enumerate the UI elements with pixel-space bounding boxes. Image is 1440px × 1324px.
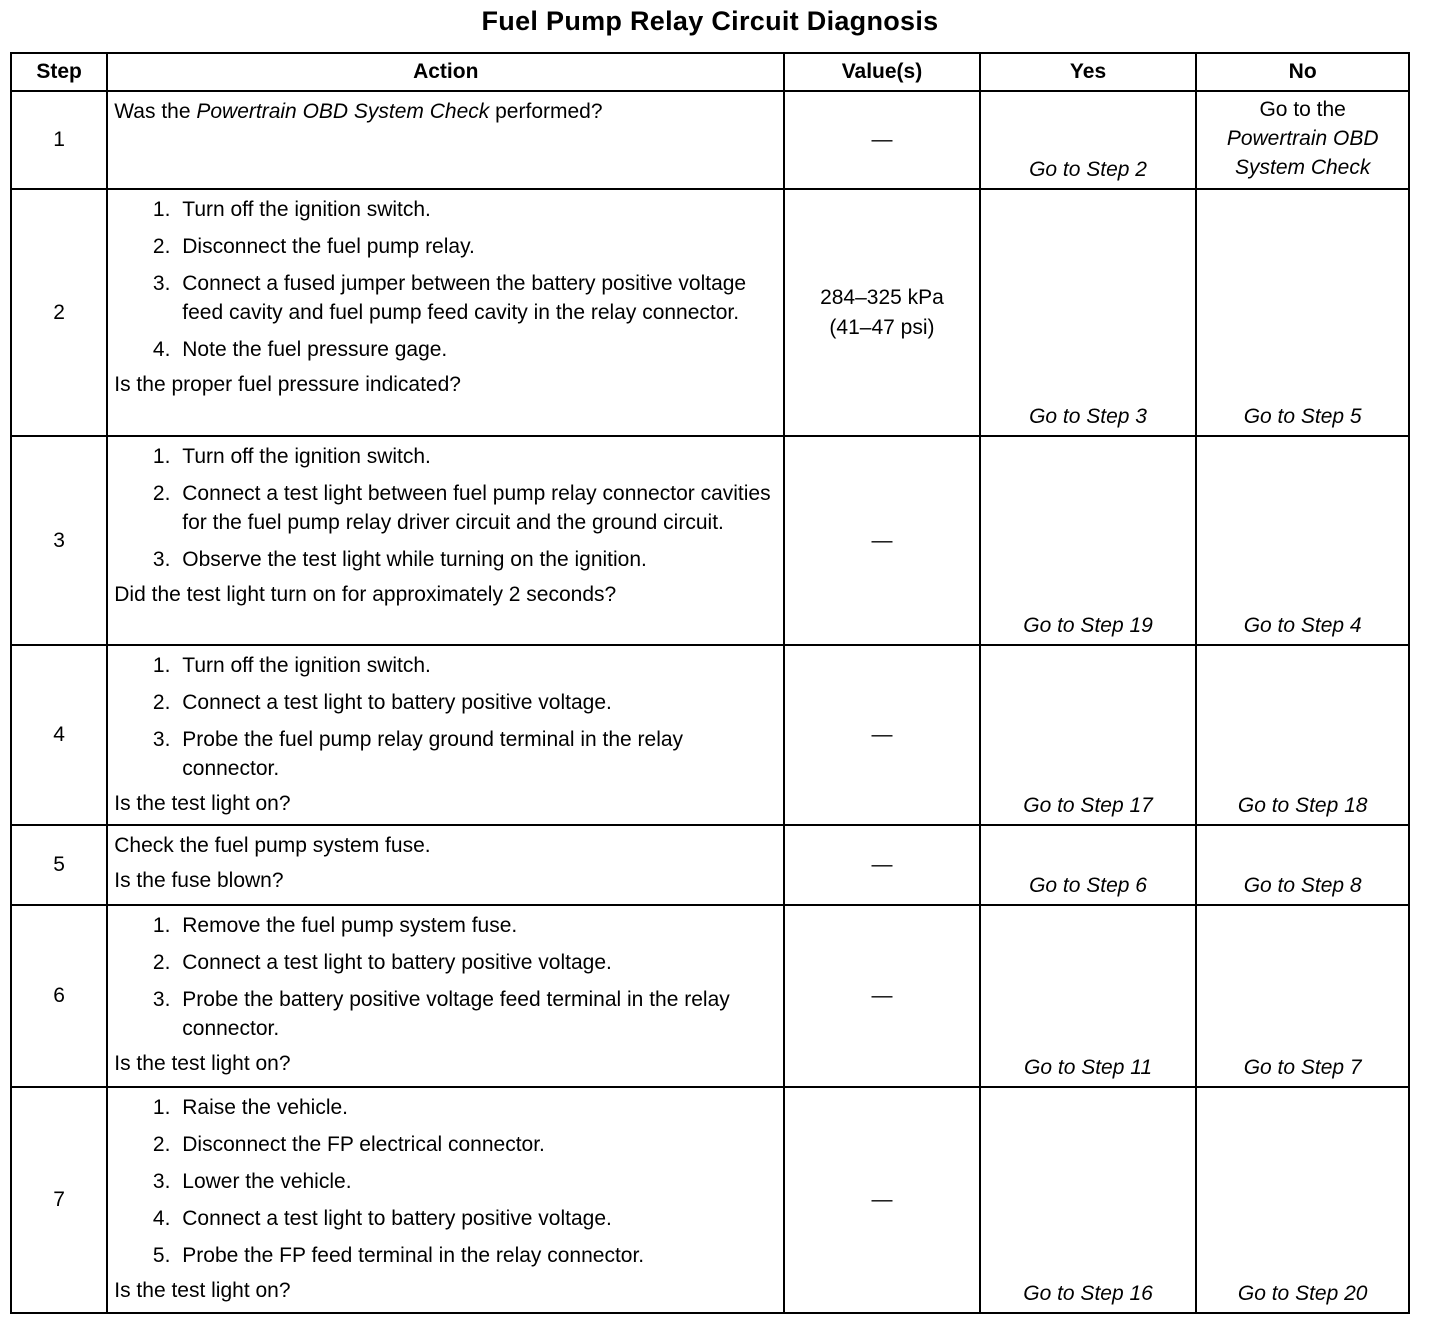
list-item: 1. Turn off the ignition switch. <box>176 195 777 224</box>
yes-cell: Go to Step 17 <box>980 645 1197 825</box>
list-item: 5. Probe the FP feed terminal in the relay connector. <box>176 1241 777 1270</box>
action-question: Is the test light on? <box>114 1052 291 1075</box>
action-question: Is the test light on? <box>114 792 291 815</box>
table-row <box>11 91 1409 189</box>
list-item: 3. Probe the fuel pump relay ground terminal in the relay connector. <box>176 725 777 783</box>
action-list <box>114 195 777 364</box>
no-cell: Go to Step 5 <box>1196 189 1409 436</box>
diagnosis-table <box>10 52 1410 1314</box>
list-item: 3. Observe the test light while turning on the ignition. <box>176 545 777 574</box>
list-item: 1. Turn off the ignition switch. <box>176 442 777 471</box>
list-item: 2. Disconnect the fuel pump relay. <box>176 232 777 261</box>
action-list <box>114 911 777 1043</box>
list-item: 3. Connect a fused jumper between the battery positive voltage feed cavity and fuel pump feed cavity in the relay connector. <box>176 269 777 327</box>
no-cell: Go to Step 4 <box>1196 436 1409 645</box>
step-number: 4 <box>11 645 107 825</box>
no-cell: Go to Step 18 <box>1196 645 1409 825</box>
action-cell <box>107 905 784 1087</box>
action-cell <box>107 436 784 645</box>
yes-cell: Go to Step 11 <box>980 905 1197 1087</box>
action-cell <box>107 91 784 189</box>
list-item: 3. Lower the vehicle. <box>176 1167 777 1196</box>
action-cell <box>107 645 784 825</box>
header-row <box>11 53 1409 91</box>
action-question: Was the Powertrain OBD System Check performed? <box>114 100 603 123</box>
action-list <box>114 651 777 783</box>
action-cell <box>107 1087 784 1313</box>
step-number: 2 <box>11 189 107 436</box>
page-title: Fuel Pump Relay Circuit Diagnosis <box>481 6 939 36</box>
table-row <box>11 905 1409 1087</box>
action-question: Is the fuse blown? <box>114 869 284 892</box>
header-step: Step <box>11 53 107 91</box>
step-number: 3 <box>11 436 107 645</box>
step-number: 5 <box>11 825 107 905</box>
table-row <box>11 825 1409 905</box>
value-cell: — <box>784 825 980 905</box>
action-cell <box>107 825 784 905</box>
value-cell: — <box>784 645 980 825</box>
list-item: 2. Connect a test light between fuel pump relay connector cavities for the fuel pump relay driver circuit and the ground circuit. <box>176 479 777 537</box>
value-cell: — <box>784 91 980 189</box>
step-number: 7 <box>11 1087 107 1313</box>
table-row <box>11 1087 1409 1313</box>
table-row <box>11 189 1409 436</box>
yes-cell: Go to Step 16 <box>980 1087 1197 1313</box>
header-no: No <box>1196 53 1409 91</box>
header-values: Value(s) <box>784 53 980 91</box>
action-cell <box>107 189 784 436</box>
header-yes: Yes <box>980 53 1197 91</box>
value-cell: 284–325 kPa (41–47 psi) <box>784 189 980 436</box>
yes-cell: Go to Step 3 <box>980 189 1197 436</box>
list-item: 1. Raise the vehicle. <box>176 1093 777 1122</box>
value-cell: — <box>784 1087 980 1313</box>
no-cell: Go to the Powertrain OBD System Check <box>1196 91 1409 189</box>
list-item: 2. Connect a test light to battery positive voltage. <box>176 948 777 977</box>
list-item: 2. Disconnect the FP electrical connector. <box>176 1130 777 1159</box>
list-item: 4. Note the fuel pressure gage. <box>176 335 777 364</box>
no-cell: Go to Step 8 <box>1196 825 1409 905</box>
step-number: 6 <box>11 905 107 1087</box>
table-row <box>11 436 1409 645</box>
header-action: Action <box>107 53 784 91</box>
value-cell: — <box>784 905 980 1087</box>
step-number: 1 <box>11 91 107 189</box>
action-list <box>114 1093 777 1270</box>
action-question: Is the proper fuel pressure indicated? <box>114 373 461 396</box>
no-cell: Go to Step 7 <box>1196 905 1409 1087</box>
value-cell: — <box>784 436 980 645</box>
action-intro: Check the fuel pump system fuse. <box>114 834 431 857</box>
yes-cell: Go to Step 2 <box>980 91 1197 189</box>
list-item: 2. Connect a test light to battery positive voltage. <box>176 688 777 717</box>
action-question: Is the test light on? <box>114 1279 291 1302</box>
table-row <box>11 645 1409 825</box>
list-item: 1. Remove the fuel pump system fuse. <box>176 911 777 940</box>
yes-cell: Go to Step 6 <box>980 825 1197 905</box>
list-item: 3. Probe the battery positive voltage feed terminal in the relay connector. <box>176 985 777 1043</box>
action-list <box>114 442 777 574</box>
list-item: 4. Connect a test light to battery positive voltage. <box>176 1204 777 1233</box>
list-item: 1. Turn off the ignition switch. <box>176 651 777 680</box>
yes-cell: Go to Step 19 <box>980 436 1197 645</box>
action-question: Did the test light turn on for approximately 2 seconds? <box>114 583 617 606</box>
no-cell: Go to Step 20 <box>1196 1087 1409 1313</box>
